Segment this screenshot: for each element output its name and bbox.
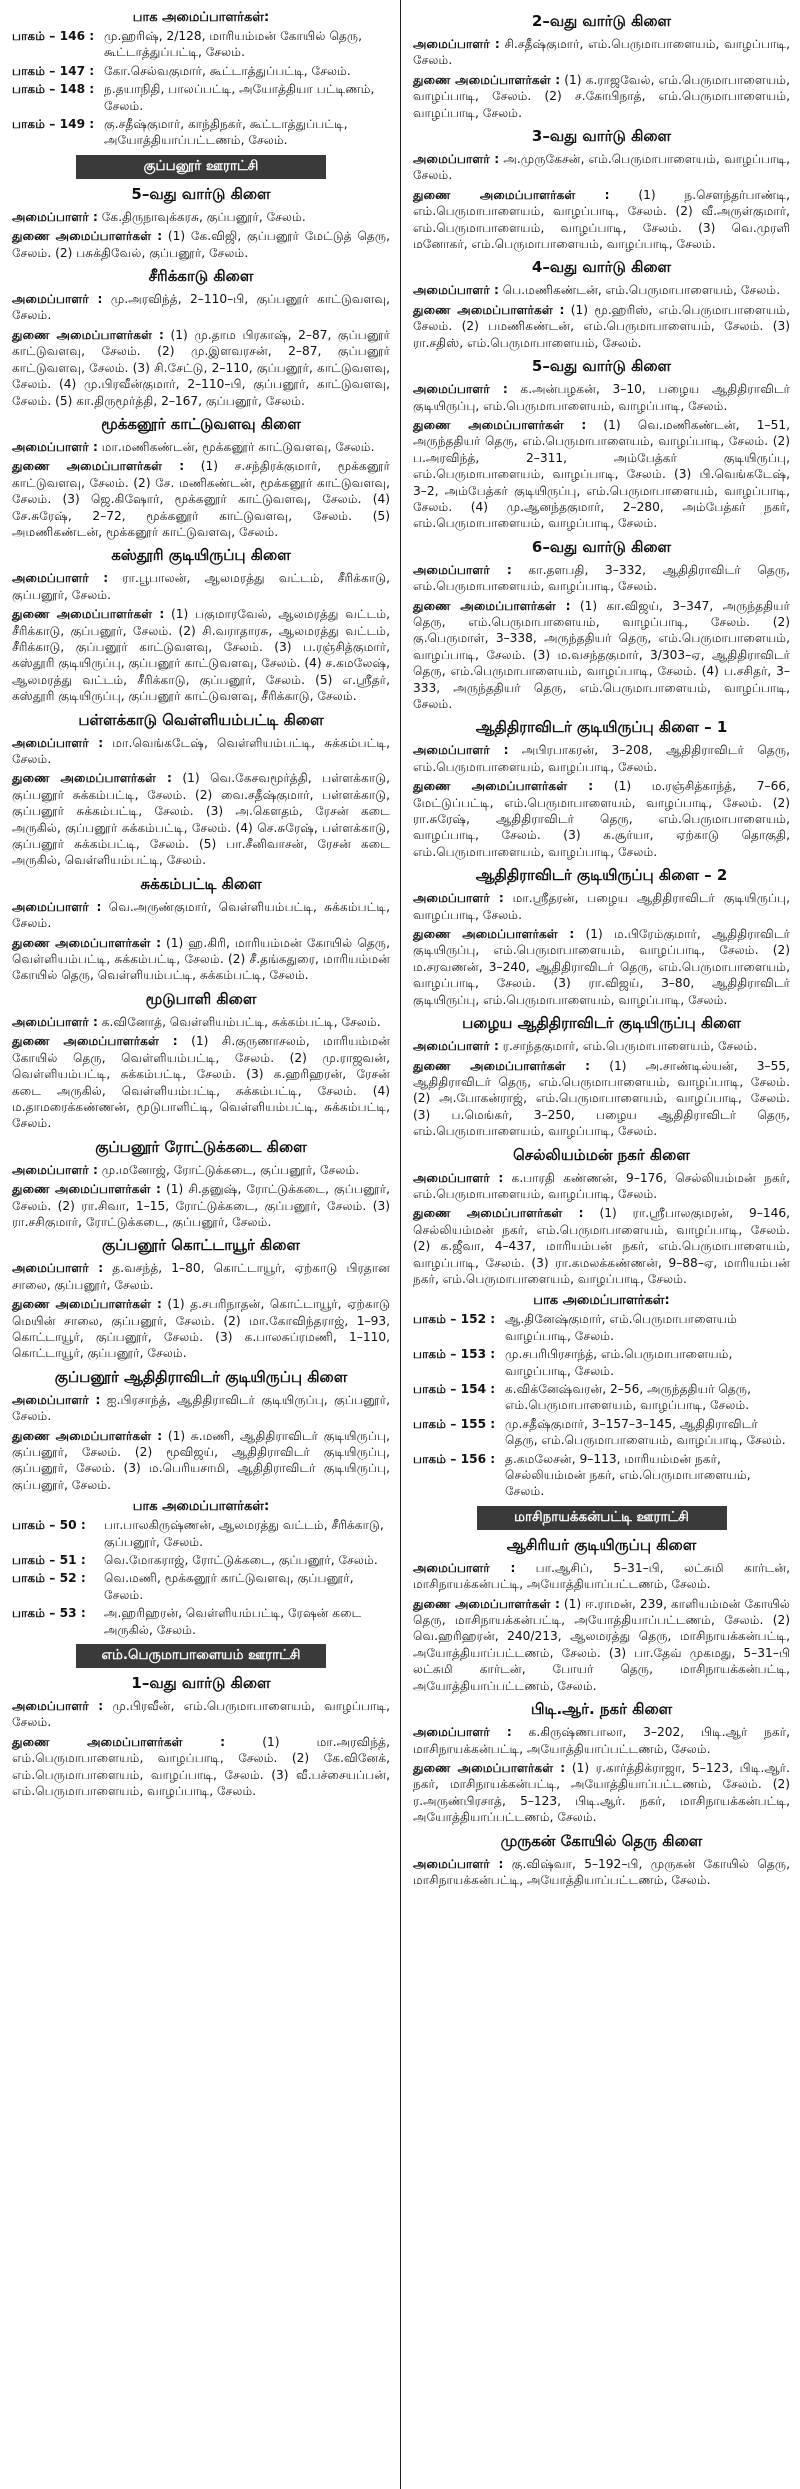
branch-title: பிடி.ஆர். நகர் கிளை bbox=[530, 1700, 673, 1719]
deputy-text: (1) ரா.ஸ்ரீபாலகுமரன், 9–146, செல்லியம்மன் நகர், எம்.பெருமாபாளையம், வாழப்பாடி, சேலம். (2) க.ஜீவா, 4–437, மாரியம்பன் நகர், எம்.பெருமாபாளையம், வாழப்பாடி, சேலம். (3) ரா.கமலக்கண்ணன், 9–88–ஏ, மாரியம்பன் நகர், எம்.பெருமாபாளையம், வாழப்பாடி, சேலம். bbox=[413, 1206, 791, 1286]
booth-row bbox=[12, 63, 390, 79]
organiser-line bbox=[413, 1856, 790, 1889]
branch-title: செல்லியம்மன் நகர் கிளை bbox=[513, 1145, 690, 1164]
organiser-text: த.வசந்த், 1–80, கொட்டாயூர், ஏற்காடு பிரதான சாலை, குப்பனூர், சேலம். bbox=[12, 1261, 391, 1292]
branch-title: பழைய ஆதிதிராவிடர் குடியிருப்பு கிளை bbox=[462, 1014, 741, 1033]
branch-section bbox=[12, 875, 390, 984]
booth-text: மு.சபரிபிரசாந்த், எம்.பெருமாபாளையம், வாழப்பாடி, சேலம். bbox=[505, 1347, 733, 1378]
deputy-label: துணை அமைப்பாளர்கள் : bbox=[413, 187, 610, 202]
deputy-text: (1) மூ.ஹரிஸ், எம்.பெருமாபாளையம், சேலம். (2) பமணிகண்டன், எம்.பெருமாபாளையம், சேலம். (3) ரா.சதிஸ், எம்.பெருமாபாளையம், சேலம். bbox=[413, 302, 790, 350]
organiser-label: அமைப்பாளர் : bbox=[12, 1392, 101, 1407]
organiser-line bbox=[12, 439, 390, 455]
organiser-text: ர.சாந்தகுமார், எம்.பெருமாபாளையம், சேலம். bbox=[502, 1039, 758, 1054]
organiser-label: அமைப்பாளர் : bbox=[413, 1039, 499, 1054]
branch-section bbox=[413, 718, 790, 860]
deputy-text: (1) க.ராஜவேல், எம்.பெருமாபாளையம், வாழப்பாடி, சேலம். (2) ச.கோபிநாத், எம்.பெருமாபாளையம், வாழப்பாடி, சேலம். bbox=[413, 72, 790, 120]
booth-text: அ.ஹரிஹரன், வெள்ளியம்பட்டி, ரேஷன் கடை அருகில், சேலம். bbox=[104, 1606, 362, 1637]
branch-title: மூடுபாளி கிளை bbox=[145, 989, 257, 1008]
organiser-text: மு.அரவிந்த், 2–110–பி, குப்பனூர் காட்டுவளவு, சேலம். bbox=[12, 292, 391, 323]
deputy-line bbox=[413, 1596, 790, 1694]
organiser-label: அமைப்பாளர் : bbox=[12, 735, 104, 750]
booth-row bbox=[12, 1552, 390, 1568]
organiser-text: வெ.அருண்குமார், வெள்ளியம்பட்டி, சுக்கம்பட்டி, சேலம். bbox=[12, 899, 391, 931]
branch-title: குப்பனூர் ஆதிதிராவிடர் குடியிருப்பு கிளை bbox=[54, 1367, 348, 1386]
organiser-line bbox=[12, 1014, 390, 1030]
booth-number: பாகம் – 53 : bbox=[12, 1606, 86, 1621]
branch-title: முருகன் கோயில் தெரு கிளை bbox=[500, 1831, 703, 1850]
booth-text: மு.ஹரிஷ், 2/128, மாரியம்மன் கோயில் தெரு, கூட்டாத்துப்பட்டி, சேலம். bbox=[104, 29, 362, 60]
booth-number: பாகம் – 154 : bbox=[413, 1382, 496, 1396]
booth-text: த.கமலேசன், 9–113, மாரியம்மன் நகர், செல்லியம்மன் நகர், எம்.பெருமாபாளையம், சேலம். bbox=[505, 1451, 751, 1499]
organiser-line bbox=[413, 1724, 790, 1757]
branch-title: 2–வது வார்டு கிளை bbox=[531, 12, 672, 30]
deputy-text: (1) கா.விஜய், 3–347, அருந்ததியர் தெரு, எம்.பெருமாபாளையம், வாழப்பாடி, சேலம். (2) கு.பெருமாள், 3–338, அருந்ததியர் தெரு, எம்.பெருமாபாளையம், வாழப்பாடி, சேலம். (3) ம.வசந்தகுமார், 3/303–ஏ, ஆதிதிராவிடர் தெரு, எம்.பெருமாபாளையம், வாழப்பாடி, சேலம். (4) ப.சசிதர், 3–333, அருந்ததியர் தெரு, எம்.பெருமாபாளையம், வாழப்பாடி, சேலம். bbox=[413, 598, 790, 711]
deputy-line bbox=[12, 606, 390, 704]
deputy-text: (1) பகுமாரவேல், ஆலமரத்து வட்டம், சீரிக்காடு, குப்பனூர், சேலம். (2) சி.வராதாரசு, ஆலமரத்து வட்டம், சீரிக்காடு, குப்பனூர் காட்டுவளவு, சேலம். (3) ப.ரஞ்சித்குமார், கஸ்தூரி குடியிருப்பு, குப்பனூர் காட்டுவளவு, சேலம். (4) ச.கமலேஷ், ஆலமரத்து வட்டம், சீரிக்காடு, குப்பனூர், சேலம். (5) எ.ஸ்ரீதர், கஸ்தூரி குடியிருப்பு, குப்பனூர் காட்டுவளவு, சீரிக்காடு, சேலம். bbox=[12, 607, 390, 704]
organiser-label: அமைப்பாளர் : bbox=[12, 1699, 104, 1714]
organiser-text: க.பாரதி கண்ணன், 9–176, செல்லியம்மன் நகர், எம்.பெருமாபாளையம், வாழப்பாடி, சேலம். bbox=[413, 1170, 790, 1201]
panchayat-band: மாசிநாயக்கன்பட்டி ஊராட்சி bbox=[477, 1506, 727, 1530]
branch-title: ஆசிரியர் குடியிருப்பு கிளை bbox=[506, 1535, 697, 1554]
booth-number: பாகம் – 148 : bbox=[12, 82, 95, 97]
organiser-text: மு.மனோஜ், ரோட்டுக்கடை, குப்பனூர், சேலம். bbox=[101, 1162, 360, 1177]
deputy-label: துணை அமைப்பாளர்கள் : bbox=[12, 1034, 178, 1049]
organiser-label: அமைப்பாளர் : bbox=[12, 209, 98, 224]
deputy-label: துணை அமைப்பாளர்கள் : bbox=[413, 598, 571, 613]
organiser-line bbox=[12, 570, 390, 603]
booth-organisers-block bbox=[413, 1293, 790, 1499]
deputy-text: (1) சு.மணி, ஆதிதிராவிடர் குடியிருப்பு, குப்பனூர், சேலம். (2) மூவிஜய், ஆதிதிராவிடர் குடியிருப்பு, குப்பனூர், சேலம். (3) ம.பெரியசாமி, ஆதிதிராவிடர் குடியிருப்பு, குப்பனூர், சேலம். bbox=[12, 1428, 390, 1492]
organiser-text: மு.பிரவீன், எம்.பெருமாபாளையம், வாழப்பாடி, சேலம். bbox=[12, 1699, 391, 1730]
organiser-line bbox=[12, 291, 390, 324]
deputy-label: துணை அமைப்பாளர்கள் : bbox=[12, 1182, 161, 1197]
deputy-text: (1) ர.கார்த்திக்ராஜா, 5–123, பிடி.ஆர். நகர், மாசிநாயக்கன்பட்டி, அயோத்தியாப்பட்டணம், சேலம். (2) ர.அருண்பிரசாத், 5–123, பிடி.ஆர். நகர், மாசிநாயக்கன்பட்டி, அயோத்தியாப்பட்டணம், சேலம். bbox=[413, 1760, 790, 1825]
branch-section bbox=[12, 267, 390, 409]
organiser-text: க.அன்பழகன், 3–10, பழைய ஆதிதிராவிடர் குடியிருப்பு, எம்.பெருமாபாளையம், வாழப்பாடி, சேலம். bbox=[413, 382, 791, 413]
branch-section bbox=[413, 12, 790, 121]
booth-row bbox=[12, 1570, 390, 1603]
organiser-text: அபிரபாகரன், 3–208, ஆதிதிராவிடர் தெரு, எம்.பெருமாபாளையம், வாழப்பாடி, சேலம். bbox=[413, 743, 790, 774]
organiser-line bbox=[413, 1170, 790, 1203]
booth-text: வெ.மோகராஜ், ரோட்டுக்கடை, குப்பனூர், சேலம். bbox=[104, 1553, 378, 1568]
organiser-line bbox=[413, 562, 790, 595]
booth-row bbox=[12, 1605, 390, 1638]
booth-row bbox=[413, 1416, 790, 1449]
deputy-text: (1) வெ.மணிகண்டன், 1–51, அருந்ததியர் தெரு, எம்.பெருமாபாளையம், வாழப்பாடி, சேலம். (2) ப.அரவிந்த், 2–311, அம்பேத்கர் குடியிருப்பு, எம்.பெருமாபாளையம், வாழப்பாடி, சேலம். (3) பி.வெங்கடேஷ், 3–2, அம்பேத்கர் குடியிருப்பு, எம்.பெருமாபாளையம், வாழப்பாடி, சேலம். (4) மு.ஆனந்தகுமார், 2–280, அம்பேத்கர் நகர், எம்.பெருமாபாளையம், வாழப்பாடி, சேலம். bbox=[413, 417, 790, 531]
organiser-label: அமைப்பாளர் : bbox=[12, 1014, 98, 1029]
organiser-text: ஐ.பிரசாந்த், ஆதிதிராவிடர் குடியிருப்பு, குப்பனூர், சேலம். bbox=[12, 1392, 391, 1424]
deputy-label: துணை அமைப்பாளர்கள் : bbox=[413, 72, 561, 87]
deputy-line bbox=[413, 598, 790, 713]
booth-organisers-block bbox=[12, 10, 390, 149]
organiser-label: அமைப்பாளர் : bbox=[413, 562, 512, 577]
booth-number: பாகம் – 52 : bbox=[12, 1571, 86, 1586]
booth-number: பாகம் – 50 : bbox=[12, 1518, 86, 1533]
panchayat-band: குப்பனூர் ஊராட்சி bbox=[76, 155, 326, 179]
deputy-text: (1) மா.அரவிந்த், எம்.பெருமாபாளையம், வாழப்பாடி, சேலம். (2) கே.வினேக், எம்.பெருமாபாளையம், வாழப்பாடி, சேலம். (3) வீ.பச்சையப்பன், எம்.பெருமாபாளையம், வாழப்பாடி, சேலம். bbox=[12, 1734, 390, 1799]
deputy-text: (1) கே.விஜி, குப்பனூர் மேட்டுத் தெரு, சேலம். (2) பசுக்திவேல், குப்பனூர், சேலம். bbox=[12, 229, 391, 260]
deputy-line bbox=[12, 935, 390, 984]
deputy-label: துணை அமைப்பாளர்கள் : bbox=[12, 1297, 162, 1312]
branch-title: பள்ளக்காடு வெள்ளியம்பட்டி கிளை bbox=[78, 710, 324, 729]
organiser-text: மா.மணிகண்டன், மூக்கனூர் காட்டுவளவு, சேலம். bbox=[101, 439, 375, 454]
organiser-line bbox=[413, 151, 790, 184]
deputy-label: துணை அமைப்பாளர்கள் : bbox=[12, 771, 172, 786]
deputy-line bbox=[12, 1428, 390, 1494]
branch-section bbox=[413, 1014, 790, 1139]
deputy-line bbox=[413, 1058, 790, 1140]
organiser-line bbox=[413, 742, 790, 775]
deputy-label: துணை அமைப்பாளர்கள் : bbox=[413, 1058, 591, 1073]
booth-number: பாகம் – 156 : bbox=[413, 1451, 496, 1466]
booth-number: பாகம் – 149 : bbox=[12, 117, 95, 132]
branch-title: 6–வது வார்டு கிளை bbox=[531, 537, 672, 556]
panchayat-band: எம்.பெருமாபாளையம் ஊராட்சி bbox=[76, 1644, 326, 1668]
branch-title: 4–வது வார்டு கிளை bbox=[531, 258, 672, 277]
organiser-label: அமைப்பாளர் : bbox=[413, 152, 500, 167]
organiser-label: அமைப்பாளர் : bbox=[12, 899, 102, 914]
organiser-text: அ.முருகேசன், எம்.பெருமாபாளையம், வாழப்பாடி, சேலம். bbox=[413, 152, 790, 183]
deputy-text: (1) சி.குருணாசலம், மாரியம்மன் கோயில் தெரு, வெள்ளியம்பட்டி, சேலம். (2) மு.ராஜவன், வெள்ளியம்பட்டி, சுக்கம்பட்டி, சேலம். (3) க.ஹரிஹரன், ரேசன் கடை அருகில், வெள்ளியம்பட்டி, சுக்கம்பட்டி, சேலம். (4) ம.தாமரைக்கண்ணன், மூடுபாளிட்டி, வெள்ளியம்பட்டி, சுக்கம்பட்டி, சேலம். bbox=[12, 1034, 390, 1131]
deputy-text: (1) மு.தாம பிரகாஷ், 2–87, குப்பனூர் காட்டுவளவு, சேலம். (2) மு.இளவரசன், 2–87, குப்பனூர் காட்டுவளவு, சேலம். (3) சி.சேட்டு, 2–110, குப்பனூர், காட்டுவளவு, சேலம். (4) மு.பிரவீன்குமார், 2–110–பி, குப்பனூர், காட்டுவளவு, சேலம். (5) கா.திருமூர்த்தி, 2–167, குப்பனூர், சேலம். bbox=[12, 327, 390, 408]
deputy-text: (1) அ.சாண்டில்யன், 3–55, ஆதிதிராவிடர் தெரு, எம்.பெருமாபாளையம், வாழப்பாடி, சேலம். (2) அ.போகன்ராஜ், எம்.பெருமாபாளையம், வாழப்பாடி, சேலம். (3) ப.மெங்கர், 3–250, பழைய ஆதிதிராவிடர் தெரு, எம்.பெருமாபாளையம், வாழப்பாடி, சேலம். bbox=[413, 1058, 790, 1139]
branch-title: 3–வது வார்டு கிளை bbox=[531, 127, 672, 146]
organiser-line bbox=[413, 1038, 790, 1054]
organiser-text: கா.தளபதி, 3–332, ஆதிதிராவிடர் தெரு, எம்.பெருமாபாளையம், வாழப்பாடி, சேலம். bbox=[413, 562, 790, 594]
booth-organisers-block bbox=[12, 1499, 390, 1638]
organiser-text: கே.திருநாவுக்கரசு, குப்பனூர், சேலம். bbox=[101, 209, 306, 224]
deputy-text: (1) த.சபரிநாதன், கொட்டாயூர், ஏற்காடு மெயின் சாலை, குப்பனூர், சேலம். (2) மா.கோவிந்தராஜ், 1–93, கொட்டாயூர், குப்பனூர், சேலம். (3) க.பாலசுப்ரமணி, 1–110, கொட்டாயூர், குப்பனூர், சேலம். bbox=[12, 1297, 390, 1361]
booth-row bbox=[413, 1346, 790, 1379]
organiser-label: அமைப்பாளர் : bbox=[413, 1170, 504, 1185]
branch-title: ஆதிதிராவிடர் குடியிருப்பு கிளை – 2 bbox=[475, 866, 728, 885]
deputy-line bbox=[413, 1205, 790, 1287]
branch-section bbox=[413, 866, 790, 1008]
organiser-line bbox=[413, 381, 790, 414]
booth-number: பாகம் – 155 : bbox=[413, 1416, 496, 1431]
deputy-line bbox=[12, 327, 390, 409]
deputy-label: துணை அமைப்பாளர்கள் : bbox=[413, 779, 594, 794]
organiser-line bbox=[12, 1698, 390, 1731]
branch-section bbox=[12, 1236, 390, 1361]
branch-section bbox=[413, 1146, 790, 1288]
booth-text: ந.தயாநிதி, பாலப்பட்டி, அயோத்தியா பட்டிணம், சேலம். bbox=[104, 82, 375, 113]
branch-section bbox=[12, 711, 390, 869]
branch-title: 5–வது வார்டு கிளை bbox=[131, 184, 271, 203]
branch-title: குப்பனூர் கொட்டாயூர் கிளை bbox=[101, 1236, 301, 1255]
booth-row bbox=[413, 1451, 790, 1500]
deputy-text: (1) ம.ரஞ்சித்காந்த், 7–66, மேட்டுப்பட்டி, எம்.பெருமாபாளையம், வாழப்பாடி, சேலம். (2) ரா.சுரேஷ், ஆதிதிராவிடர் தெரு, எம்.பெருமாபாளையம், வாழப்பாடி, சேலம். (3) க.சூர்யா, ஏற்காடு தொகுதி, எம்.பெருமாபாளையம், வாழப்பாடி, சேலம். bbox=[413, 779, 791, 859]
deputy-line bbox=[413, 417, 790, 532]
branch-title: 5–வது வார்டு கிளை bbox=[531, 357, 672, 376]
deputy-label: துணை அமைப்பாளர்கள் : bbox=[413, 302, 565, 317]
organiser-label: அமைப்பாளர் : bbox=[12, 439, 98, 454]
organiser-label: அமைப்பாளர் : bbox=[413, 283, 499, 298]
booth-text: ஆ.தினேஷ்குமார், எம்.பெருமாபாளையம் வாழப்பாடி, சேலம். bbox=[505, 1312, 737, 1343]
organiser-line bbox=[413, 36, 790, 69]
organiser-label: அமைப்பாளர் : bbox=[12, 292, 103, 307]
branch-title: கஸ்தூரி குடியிருப்பு கிளை bbox=[111, 546, 291, 565]
branch-title: குப்பனூர் ரோட்டுக்கடை கிளை bbox=[95, 1137, 307, 1156]
branch-section bbox=[12, 1368, 390, 1493]
booth-text: கு.சதீஷ்குமார், காந்திநகர், கூட்டாத்துப்பட்டி, அயோத்தியாப்பட்டணம், சேலம். bbox=[104, 117, 348, 148]
organiser-line bbox=[12, 209, 390, 225]
organiser-label: அமைப்பாளர் : bbox=[12, 1261, 104, 1276]
deputy-label: துணை அமைப்பாளர்கள் : bbox=[413, 1596, 560, 1611]
booth-row bbox=[12, 116, 390, 149]
deputy-line bbox=[12, 1181, 390, 1230]
deputy-line bbox=[12, 1296, 390, 1362]
block-title: பாக அமைப்பாளர்கள்: bbox=[132, 10, 270, 25]
branch-title: 1–வது வார்டு கிளை bbox=[131, 1674, 271, 1693]
organiser-text: சி.சதீஷ்குமார், எம்.பெருமாபாளையம், வாழப்பாடி, சேலம். bbox=[413, 37, 791, 68]
branch-section bbox=[413, 538, 790, 713]
branch-title: மூக்கனூர் காட்டுவளவு கிளை bbox=[101, 414, 301, 433]
organiser-label: அமைப்பாளர் : bbox=[413, 743, 509, 758]
organiser-text: பெ.மணிகண்டன், எம்.பெருமாபாளையம், சேலம். bbox=[502, 283, 781, 298]
organiser-text: கு.விஷ்வா, 5–192–பி, முருகன் கோயில் தெரு, மாசிநாயக்கன்பட்டி, அயோத்தியாப்பட்டணம், சேலம். bbox=[413, 1856, 791, 1887]
organiser-label: அமைப்பாளர் : bbox=[413, 1725, 512, 1740]
deputy-label: துணை அமைப்பாளர்கள் : bbox=[12, 1734, 226, 1749]
deputy-line bbox=[12, 770, 390, 868]
organiser-line bbox=[413, 1560, 790, 1593]
right-column bbox=[400, 0, 800, 2489]
organiser-label: அமைப்பாளர் : bbox=[413, 891, 504, 906]
deputy-label: துணை அமைப்பாளர்கள் : bbox=[413, 417, 587, 432]
deputy-label: துணை அமைப்பாளர்கள் : bbox=[413, 1760, 566, 1775]
branch-section bbox=[12, 415, 390, 540]
organiser-label: அமைப்பாளர் : bbox=[413, 1560, 516, 1575]
deputy-label: துணை அமைப்பாளர்கள் : bbox=[12, 229, 163, 244]
booth-text: க.விக்னேஷ்வரன், 2–56, அருந்ததியர் தெரு, எம்.பெருமாபாளையம், வாழப்பாடி, சேலம். bbox=[505, 1382, 751, 1413]
organiser-line bbox=[12, 899, 390, 932]
deputy-text: (1) ச.சந்திரக்குமார், மூக்கனூர் காட்டுவளவு, சேலம். (2) சே. மணிகண்டன், மூக்கனூர் காட்டுவளவு, சேலம். (3) ஜெ.கிஷோர், மூக்கனூர் காட்டுவளவு, சேலம். (4) சே.சுரேஷ், 2–72, மூக்கனூர் காட்டுவளவு, சேலம். (5) அமணிகண்டன், மூக்கனூர் காட்டுவளவு, சேலம். bbox=[12, 459, 390, 539]
deputy-label: துணை அமைப்பாளர்கள் : bbox=[413, 1206, 584, 1221]
branch-section bbox=[12, 185, 390, 261]
organiser-label: அமைப்பாளர் : bbox=[413, 1856, 504, 1871]
organiser-line bbox=[12, 1162, 390, 1178]
booth-number: பாகம் – 147 : bbox=[12, 63, 95, 78]
deputy-label: துணை அமைப்பாளர்கள் : bbox=[12, 1428, 163, 1443]
organiser-text: மா.வெங்கடேஷ், வெள்ளியம்பட்டி, சுக்கம்பட்டி, சேலம். bbox=[12, 735, 391, 766]
deputy-label: துணை அமைப்பாளர்கள் : bbox=[12, 459, 185, 474]
deputy-label: துணை அமைப்பாளர்கள் : bbox=[12, 327, 164, 342]
deputy-text: (1) வெ.கேசவமூர்த்தி, பள்ளக்காடு, குப்பனூர் சுக்கம்பட்டி, சேலம். (2) வை.சதீஷ்குமார், பள்ளக்காடு, குப்பனூர் சுக்கம்பட்டி, சேலம். (3) அ.கௌதம், ரேசன் கடை அருகில், குப்பனூர் சுக்கம்பட்டி, சேலம். (4) செ.சுரேஷ், பள்ளக்காடு, குப்பனூர் சுக்கம்பட்டி, சேலம். (5) பா.சீனிவாசன், ரேசன் கடை அருகில், வெள்ளியம்பட்டி, சேலம். bbox=[12, 771, 390, 868]
booth-row bbox=[12, 28, 390, 61]
branch-section bbox=[413, 1700, 790, 1825]
deputy-line bbox=[12, 458, 390, 540]
booth-row bbox=[12, 81, 390, 114]
booth-row bbox=[413, 1381, 790, 1414]
booth-number: பாகம் – 51 : bbox=[12, 1553, 86, 1568]
block-title: பாக அமைப்பாளர்கள்: bbox=[132, 1499, 270, 1515]
booth-row bbox=[12, 1517, 390, 1550]
branch-section bbox=[12, 546, 390, 704]
organiser-line bbox=[12, 1260, 390, 1293]
organiser-label: அமைப்பாளர் : bbox=[12, 1162, 98, 1177]
deputy-text: (1) ம.பிரேம்குமார், ஆதிதிராவிடர் குடியிருப்பு, எம்.பெருமாபாளையம், வாழப்பாடி, சேலம். (2) ம.சரவணன், 3–240, ஆதிதிராவிடர் தெரு, எம்.பெருமாபாளையம், வாழப்பாடி, சேலம். (3) ரா.விஜய், 3–80, ஆதிதிராவிடர் குடியிருப்பு, எம்.பெருமாபாளையம், வாழப்பாடி, சேலம். bbox=[413, 927, 790, 1007]
branch-section bbox=[413, 357, 790, 532]
deputy-line bbox=[413, 778, 790, 860]
organiser-label: அமைப்பாளர் : bbox=[413, 382, 508, 397]
booth-text: வெ.மணி, மூக்கனூர் காட்டுவளவு, குப்பனூர், சேலம். bbox=[104, 1571, 354, 1602]
organiser-line bbox=[413, 890, 790, 923]
booth-row bbox=[413, 1311, 790, 1344]
organiser-line bbox=[12, 735, 390, 768]
organiser-label: அமைப்பாளர் : bbox=[413, 37, 500, 51]
branch-section bbox=[413, 127, 790, 252]
deputy-label: துணை அமைப்பாளர்கள் : bbox=[12, 935, 161, 950]
branch-title: சீரிக்காடு கிளை bbox=[148, 267, 254, 286]
deputy-text: (1) சி.தனுஷ், ரோட்டுக்கடை, குப்பனூர், சேலம். (2) ரா.சிவா, 1–15, ரோட்டுக்கடை, குப்பனூர், சேலம். (3) ரா.சசிகுமார், ரோட்டுக்கடை, குப்பனூர், சேலம். bbox=[12, 1182, 390, 1229]
booth-number: பாகம் – 146 : bbox=[12, 29, 95, 43]
branch-section bbox=[413, 1832, 790, 1889]
organiser-text: மா.ஸ்ரீதரன், பழைய ஆதிதிராவிடர் குடியிருப்பு, வாழப்பாடி, சேலம். bbox=[413, 891, 790, 922]
deputy-line bbox=[12, 1734, 390, 1800]
deputy-line bbox=[413, 1760, 790, 1826]
organiser-text: பா.ஆசிப், 5–31–பி, லட்சுமி கார்டன், மாசிநாயக்கன்பட்டி, அயோத்தியாப்பட்டணம், சேலம். bbox=[413, 1560, 791, 1592]
deputy-line bbox=[12, 228, 390, 261]
block-title: பாக அமைப்பாளர்கள்: bbox=[533, 1293, 670, 1309]
booth-text: கோ.செல்வகுமார், கூட்டாத்துப்பட்டி, சேலம். bbox=[104, 63, 351, 78]
branch-section bbox=[12, 1138, 390, 1231]
branch-section bbox=[413, 258, 790, 351]
deputy-text: (1) ஈ.ராமன், 239, காளியம்மன் கோயில் தெரு, மாசிநாயக்கன்பட்டி, அயோத்தியாப்பட்டணம், சேலம். (2) வெ.ஹரிஹரன், 240/213, ஆலமரத்து தெரு, மாசிநாயக்கன்பட்டி, அயோத்தியாப்பட்டணம், சேலம். (3) பா.தேவ் முகமது, 5–31–பி லட்சுமி கார்டன், போயர் தெரு, மாசிநாயக்கன்பட்டி, அயோத்தியாப்பட்டணம், சேலம். bbox=[413, 1596, 790, 1693]
organiser-label: அமைப்பாளர் : bbox=[12, 571, 109, 586]
organiser-line bbox=[12, 1392, 390, 1425]
branch-title: ஆதிதிராவிடர் குடியிருப்பு கிளை – 1 bbox=[475, 718, 728, 737]
branch-title: சுக்கம்பட்டி கிளை bbox=[140, 874, 262, 893]
organiser-line bbox=[413, 282, 790, 298]
deputy-text: (1) ஹ.கிரி, மாரியம்மன் கோயில் தெரு, வெள்ளியம்பட்டி, சுக்கம்பட்டி, சேலம். (2) சீ.தங்கதுரை, மாரியம்மன் கோயில் தெரு, வெள்ளியம்பட்டி, சுக்கம்பட்டி, சேலம். bbox=[12, 935, 390, 983]
organiser-text: க.வினோத், வெள்ளியம்பட்டி, சுக்கம்பட்டி, சேலம். bbox=[101, 1014, 381, 1029]
branch-section bbox=[12, 990, 390, 1132]
branch-section bbox=[12, 1674, 390, 1799]
branch-section bbox=[413, 1536, 790, 1694]
booth-text: பா.பாலகிருஷ்ணன், ஆலமரத்து வட்டம், சீரிக்காடு, குப்பனூர், சேலம். bbox=[104, 1518, 384, 1549]
deputy-label: துணை அமைப்பாளர்கள் : bbox=[413, 927, 575, 942]
deputy-line bbox=[413, 302, 790, 351]
booth-text: மு.சதீஷ்குமார், 3–157–3–145, ஆதிதிராவிடர் தெரு, எம்.பெருமாபாளையம், வாழப்பாடி, சேலம். bbox=[505, 1416, 786, 1448]
booth-number: பாகம் – 152 : bbox=[413, 1312, 496, 1327]
organiser-text: க.கிருஷ்ணபாலா, 3–202, பிடி.ஆர் நகர், மாசிநாயக்கன்பட்டி, அயோத்தியாப்பட்டணம், சேலம். bbox=[413, 1725, 791, 1756]
deputy-line bbox=[413, 72, 790, 121]
deputy-line bbox=[413, 926, 790, 1008]
deputy-line bbox=[413, 187, 790, 253]
booth-number: பாகம் – 153 : bbox=[413, 1347, 496, 1362]
deputy-text: (1) ந.செளந்தர்பாண்டி, எம்.பெருமாபாளையம், வாழப்பாடி, சேலம். (2) வீ.அருள்குமார், எம்.பெருமாபாளையம், வாழப்பாடி, சேலம். (3) வெ.முரளி மனோகர், எம்.பெருமாபாளையம், வாழப்பாடி, சேலம். bbox=[413, 187, 790, 252]
deputy-label: துணை அமைப்பாளர்கள் : bbox=[12, 607, 165, 622]
deputy-line bbox=[12, 1033, 390, 1131]
organiser-text: ரா.பூபாலன், ஆலமரத்து வட்டம், சீரிக்காடு, குப்பனூர், சேலம். bbox=[12, 571, 390, 602]
